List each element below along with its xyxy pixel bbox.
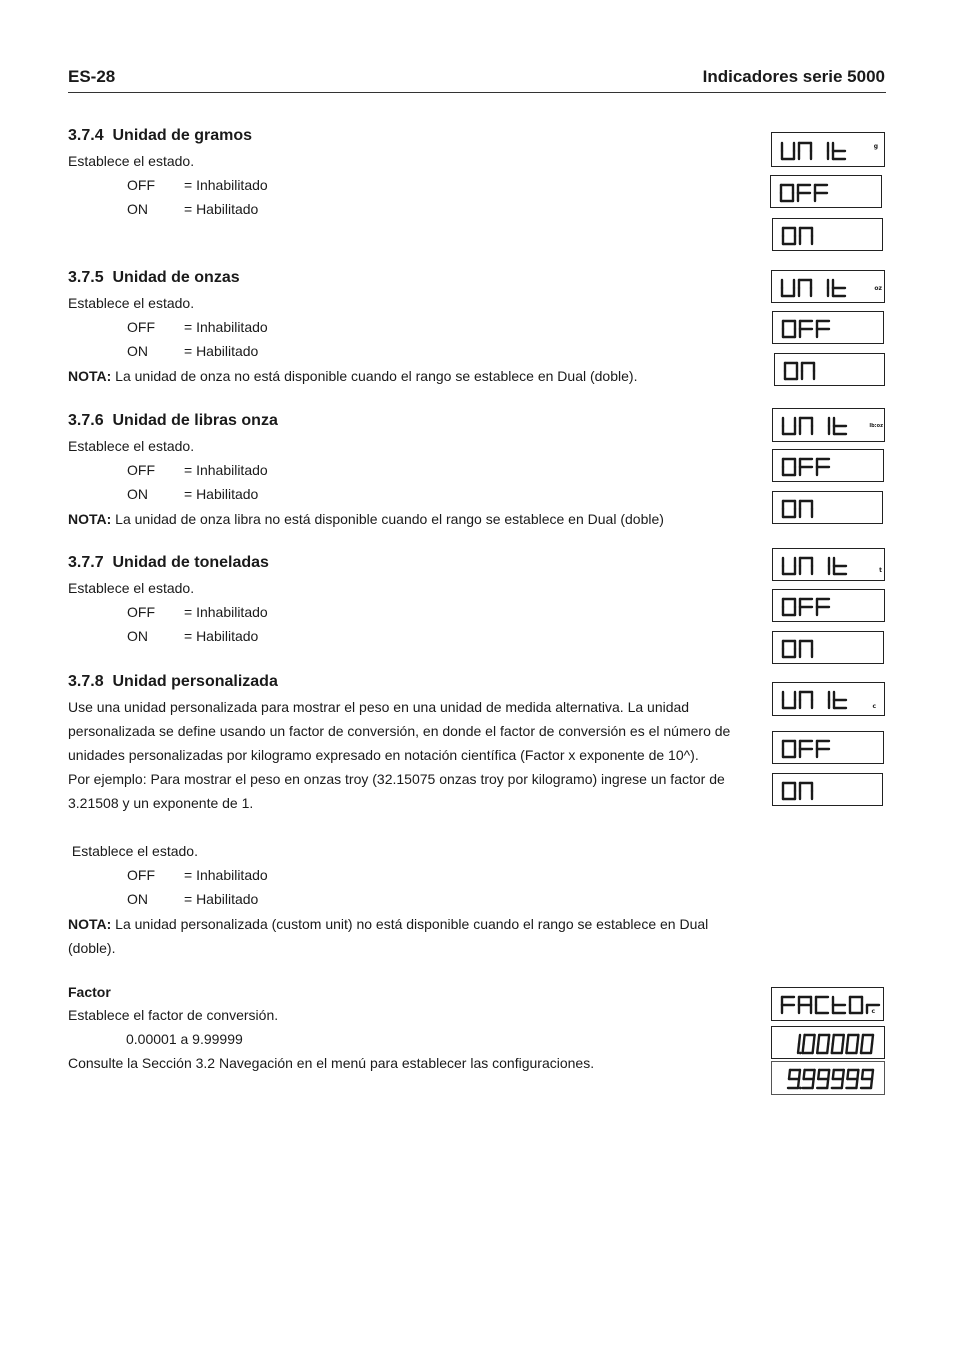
factor-lead: Establece el factor de conversión. xyxy=(68,1007,279,1023)
lcd-digits xyxy=(773,590,886,623)
section-title: Unidad de gramos xyxy=(112,127,253,144)
option-value: = Habilitado xyxy=(184,486,259,502)
factor-reference: Consulte la Sección 3.2 Navegación en el menú para establecer las configuraciones. xyxy=(68,1055,595,1071)
lcd-segment xyxy=(828,1070,829,1079)
lcd-segment xyxy=(814,1070,815,1079)
section-heading-3-7-5 xyxy=(68,269,240,287)
option-key: ON xyxy=(127,343,148,359)
lcd-segment xyxy=(798,1044,799,1053)
option-value: = Inhabilitado xyxy=(184,462,268,478)
lcd-segment xyxy=(871,1044,872,1053)
lcd-segment xyxy=(813,1079,814,1088)
lcd-digits xyxy=(773,774,884,807)
section-number: 3.7.7 xyxy=(68,554,104,571)
lcd-display-on xyxy=(772,218,883,251)
section-title: Unidad de onzas xyxy=(112,269,240,286)
factor-heading: Factor xyxy=(68,984,111,1000)
lcd-decimal-point xyxy=(799,1052,802,1055)
lcd-digits xyxy=(773,632,885,665)
lcd-digits xyxy=(773,549,886,582)
lcd-display-unit-tons xyxy=(772,548,885,581)
lcd-display-unit-ounces xyxy=(771,270,885,303)
lcd-unit-label: c xyxy=(872,703,876,710)
lcd-digits xyxy=(773,683,886,717)
lcd-segment xyxy=(843,1070,844,1079)
lcd-display-off xyxy=(772,589,885,622)
lcd-segment xyxy=(843,1035,844,1044)
option-key: ON xyxy=(127,891,148,907)
lcd-segment xyxy=(828,1035,829,1044)
lcd-display-factor-max xyxy=(771,1061,885,1095)
lcd-digits xyxy=(772,133,886,168)
lcd-segment xyxy=(856,1044,857,1053)
option-value: = Inhabilitado xyxy=(184,177,268,193)
option-value: = Inhabilitado xyxy=(184,867,268,883)
lcd-digits xyxy=(775,354,886,387)
lcd-unit-label: lb:oz xyxy=(869,423,883,429)
section-heading-3-7-8 xyxy=(68,673,278,691)
section-lead: Establece el estado. xyxy=(68,295,195,311)
lcd-decimal-point xyxy=(799,1087,802,1090)
option-value: = Habilitado xyxy=(184,891,259,907)
section-paragraph: Por ejemplo: Para mostrar el peso en onzas troy (32.15075 onzas troy por kilogramo) ingrese un factor de 3.21508 y un exponente de 1. xyxy=(68,771,725,811)
lcd-segment xyxy=(861,1044,862,1053)
section-paragraph: Use una unidad personalizada para mostrar el peso en una unidad de medida alternativa. La unidad personalizada se define usando un factor de conversión, en donde el factor de conversión es el número de unidades personalizadas por kilogramo expresado en notación científica (Factor x exponente de 10^). xyxy=(68,699,731,763)
note-label: NOTA: xyxy=(68,368,112,384)
lcd-unit-label: oz xyxy=(874,285,882,292)
lcd-digits xyxy=(773,219,884,252)
section-lead: Establece el estado. xyxy=(68,580,195,596)
lcd-segment xyxy=(862,1070,863,1079)
option-value: = Inhabilitado xyxy=(184,319,268,335)
option-key: ON xyxy=(127,628,148,644)
lcd-display-factor xyxy=(771,987,884,1021)
lcd-segment xyxy=(833,1070,834,1079)
lcd-display-on xyxy=(772,773,883,806)
option-key: OFF xyxy=(127,462,155,478)
option-key: ON xyxy=(127,201,148,217)
lcd-segment xyxy=(842,1044,843,1053)
note-label: NOTA: xyxy=(68,511,112,527)
lcd-display-unit-grams xyxy=(771,132,885,167)
note-text: La unidad de onza libra no está disponible cuando el rango se establece en Dual (doble) xyxy=(111,511,664,527)
note xyxy=(68,507,664,531)
lcd-digits xyxy=(772,271,886,304)
lcd-segment xyxy=(817,1044,818,1053)
option-key: OFF xyxy=(127,319,155,335)
lcd-segment xyxy=(799,1035,800,1044)
section-number: 3.7.4 xyxy=(68,127,104,144)
section-lead: Establece el estado. xyxy=(68,153,195,169)
page-number: ES-28 xyxy=(68,67,116,86)
lcd-segment xyxy=(847,1035,848,1044)
lcd-display-unit-custom xyxy=(772,682,885,716)
lcd-display-off xyxy=(772,449,884,482)
note xyxy=(68,364,637,388)
lcd-segment xyxy=(813,1044,814,1053)
section-number: 3.7.8 xyxy=(68,673,104,690)
factor-range: 0.00001 a 9.99999 xyxy=(126,1031,243,1047)
lcd-digits xyxy=(771,176,883,209)
lcd-segment xyxy=(789,1070,790,1079)
lcd-segment xyxy=(803,1044,804,1053)
lcd-display-on xyxy=(772,631,884,664)
lcd-segment xyxy=(827,1044,828,1053)
lcd-segment xyxy=(832,1044,833,1053)
lcd-display-on xyxy=(772,491,883,524)
lcd-display-factor-min xyxy=(771,1026,885,1059)
document-title: Indicadores serie 5000 xyxy=(702,67,885,86)
lcd-display-off xyxy=(770,175,882,208)
lcd-segment xyxy=(846,1044,847,1053)
lcd-segment xyxy=(818,1070,819,1079)
option-value: = Habilitado xyxy=(184,343,259,359)
lcd-segment xyxy=(842,1079,843,1088)
section-heading-3-7-6 xyxy=(68,412,278,430)
lcd-segment xyxy=(798,1079,799,1088)
option-key: OFF xyxy=(127,177,155,193)
lcd-segment xyxy=(827,1079,828,1088)
note-text: La unidad personalizada (custom unit) no está disponible cuando el rango se establece en Dual (doble). xyxy=(68,916,709,956)
option-value: = Habilitado xyxy=(184,201,259,217)
lcd-segment xyxy=(814,1035,815,1044)
lcd-segment xyxy=(799,1070,800,1079)
lcd-digits xyxy=(773,732,885,765)
lcd-display-off xyxy=(772,311,884,344)
section-heading-3-7-7 xyxy=(68,554,269,572)
option-value: = Inhabilitado xyxy=(184,604,268,620)
lcd-segment xyxy=(872,1070,873,1079)
section-lead: Establece el estado. xyxy=(68,438,195,454)
option-key: OFF xyxy=(127,867,155,883)
lcd-digits xyxy=(772,988,885,1022)
lcd-segment xyxy=(862,1035,863,1044)
note-text: La unidad de onza no está disponible cuando el rango se establece en Dual (doble). xyxy=(111,368,638,384)
lcd-unit-label: c xyxy=(871,1008,875,1015)
lcd-digits xyxy=(773,450,885,483)
lcd-segment xyxy=(871,1079,872,1088)
section-lead: Establece el estado. xyxy=(68,843,198,859)
lcd-segment xyxy=(804,1035,805,1044)
lcd-segment xyxy=(847,1070,848,1079)
section-title: Unidad personalizada xyxy=(112,673,278,690)
section-title: Unidad de toneladas xyxy=(112,554,269,571)
option-value: = Habilitado xyxy=(184,628,259,644)
section-number: 3.7.6 xyxy=(68,412,104,429)
section-heading-3-7-4 xyxy=(68,127,252,145)
option-key: ON xyxy=(127,486,148,502)
lcd-unit-label: g xyxy=(873,143,878,150)
lcd-segment xyxy=(857,1070,858,1079)
lcd-segment xyxy=(872,1035,873,1044)
lcd-digits xyxy=(773,492,884,525)
section-number: 3.7.5 xyxy=(68,269,104,286)
lcd-digits xyxy=(773,312,885,345)
lcd-digits xyxy=(772,1062,886,1096)
lcd-display-unit-pound-ounce xyxy=(772,408,885,442)
lcd-segment xyxy=(804,1070,805,1079)
lcd-segment xyxy=(857,1035,858,1044)
lcd-segment xyxy=(818,1035,819,1044)
section-title: Unidad de libras onza xyxy=(112,412,278,429)
lcd-segment xyxy=(833,1035,834,1044)
note xyxy=(68,912,738,960)
lcd-unit-label: t xyxy=(879,567,882,574)
lcd-display-off xyxy=(772,731,884,764)
header-rule xyxy=(68,92,886,93)
lcd-digits xyxy=(772,1027,886,1060)
option-key: OFF xyxy=(127,604,155,620)
lcd-display-on xyxy=(774,353,885,386)
note-label: NOTA: xyxy=(68,916,112,932)
lcd-segment xyxy=(856,1079,857,1088)
